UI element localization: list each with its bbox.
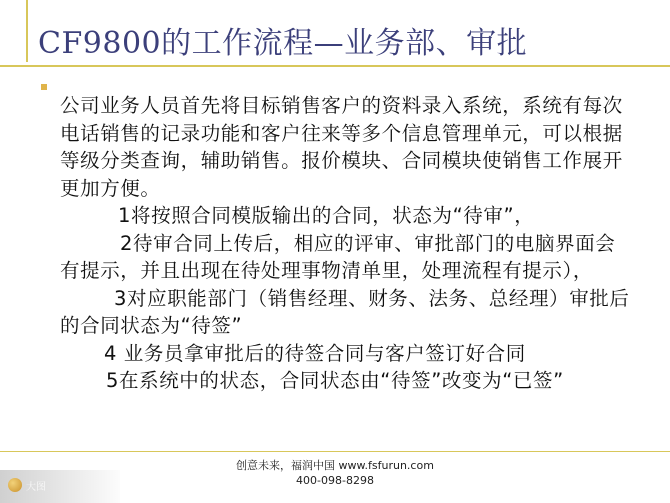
body-step-5: 5在系统中的状态，合同状态由“待签”改变为“已签” (106, 369, 564, 392)
body-paragraph-intro: 公司业务人员首先将目标销售客户的资料录入系统，系统有每次电话销售的记录功能和客户往来等多个信息管理单元，可以根据等级分类查询，辅助销售。报价模块、合同模块使销售工作展开更加方便。 (60, 94, 623, 200)
slide-title: CF9800的工作流程—业务部、审批 (38, 26, 528, 61)
watermark (0, 470, 120, 503)
title-vertical-rule (26, 0, 28, 62)
square-bullet-icon (41, 84, 47, 90)
body-step-3: 3对应职能部门（销售经理、财务、法务、总经理）审批后的合同状态为“待签” (60, 286, 630, 337)
watermark-text: 大图 (26, 482, 46, 493)
footer-rule (0, 451, 670, 452)
footer-slogan-website: 创意未来，福润中国 www.fsfurun.com (236, 459, 434, 472)
body-step-2: 2待审合同上传后，相应的评审、审批部门的电脑界面会有提示，并且出现在待处理事物清单里，处理流程有提示）， (60, 231, 616, 282)
body-step-4: 4 业务员拿审批后的待签合同与客户签订好合同 (104, 341, 526, 365)
title-horizontal-rule (0, 65, 670, 67)
slide-body (60, 92, 635, 395)
footer-phone: 400-098-8298 (296, 474, 374, 487)
watermark-logo-icon (8, 478, 22, 492)
body-step-1: 1将按照合同模版输出的合同，状态为“待审”， (118, 204, 535, 227)
